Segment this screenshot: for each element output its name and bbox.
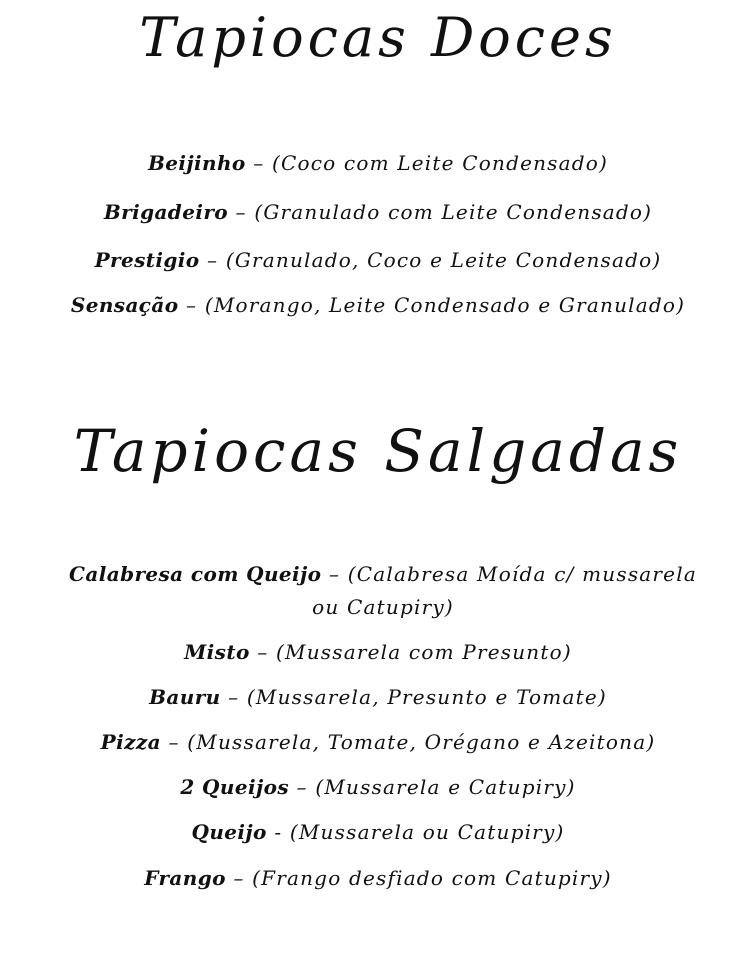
item-name: Misto xyxy=(184,640,250,664)
menu-item-queijo xyxy=(0,816,756,848)
menu-item-2-queijos xyxy=(0,771,756,803)
item-description: (Calabresa Moída c/ mussarela ou Catupiry) xyxy=(312,562,697,619)
item-separator: – xyxy=(220,685,247,709)
item-description: (Frango desfiado com Catupiry) xyxy=(252,866,612,890)
item-separator: – xyxy=(160,730,188,754)
item-name: Frango xyxy=(144,866,226,890)
item-separator: - xyxy=(266,820,290,844)
item-separator: – xyxy=(225,866,253,890)
section-title-doces: Tapiocas Doces xyxy=(139,6,617,69)
item-name: Calabresa com Queijo xyxy=(69,562,322,586)
item-description: (Mussarela, Tomate, Orégano e Azeitona) xyxy=(187,730,656,754)
item-separator: – xyxy=(199,248,226,272)
item-name: 2 Queijos xyxy=(180,775,289,799)
item-name: Prestigio xyxy=(94,248,200,272)
item-name: Queijo xyxy=(191,820,267,844)
menu-item-bauru xyxy=(0,681,756,713)
item-name: Beijinho xyxy=(147,151,246,175)
item-description: (Morango, Leite Condensado e Granulado) xyxy=(204,293,686,317)
item-description: (Granulado com Leite Condensado) xyxy=(254,200,653,224)
menu-item-sensacao xyxy=(0,289,756,321)
item-name: Brigadeiro xyxy=(103,200,228,224)
section-title-salgadas: Tapiocas Salgadas xyxy=(73,417,683,485)
item-name: Bauru xyxy=(149,685,221,709)
menu-item-pizza xyxy=(0,726,756,758)
item-name: Pizza xyxy=(100,730,161,754)
item-description: (Mussarela, Presunto e Tomate) xyxy=(246,685,607,709)
item-separator: – xyxy=(288,775,316,799)
menu-item-beijinho xyxy=(0,147,756,179)
menu-item-prestigio xyxy=(0,244,756,276)
menu-item-misto xyxy=(0,636,756,668)
item-description: (Coco com Leite Condensado) xyxy=(271,151,609,175)
item-separator: – xyxy=(249,640,277,664)
item-separator: – xyxy=(245,151,272,175)
item-name: Sensação xyxy=(70,293,179,317)
item-description: (Mussarela com Presunto) xyxy=(276,640,572,664)
item-separator: – xyxy=(178,293,205,317)
menu-item-calabresa-com-queijo xyxy=(58,558,708,624)
item-description: (Granulado, Coco e Leite Condensado) xyxy=(225,248,662,272)
menu-item-frango xyxy=(0,862,756,894)
item-separator: – xyxy=(228,200,255,224)
menu-item-brigadeiro xyxy=(0,196,756,228)
item-description: (Mussarela ou Catupiry) xyxy=(289,820,565,844)
item-description: (Mussarela e Catupiry) xyxy=(315,775,576,799)
item-separator: – xyxy=(321,562,348,586)
